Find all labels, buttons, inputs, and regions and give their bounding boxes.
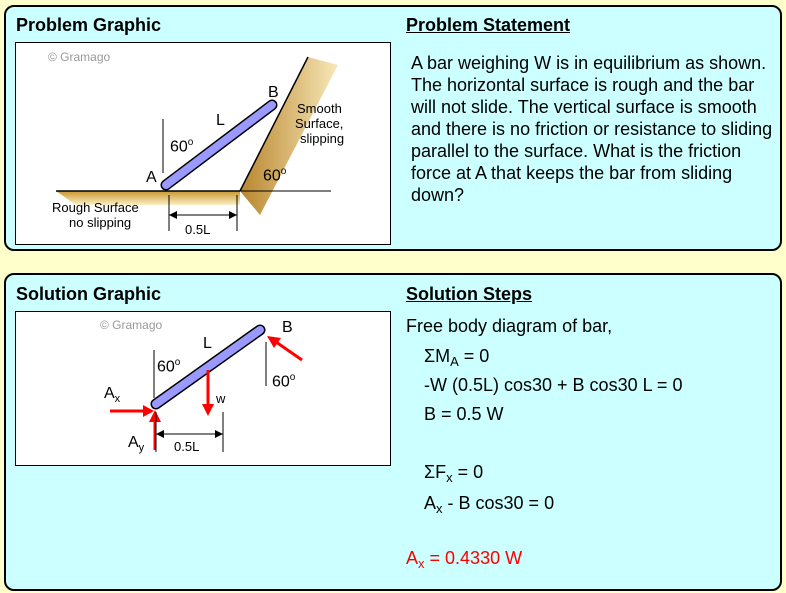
angle-right-label: 60$^o$: [272, 372, 296, 391]
step-answer: $A_x = 0.4330$ W: [406, 548, 523, 571]
angle-right-label: 60$^o$: [263, 166, 287, 185]
weight-head: [202, 404, 214, 416]
dim-arrow-left: [169, 211, 177, 219]
step-moment-equation: -W (0.5L) cos30 + B cos30 L = 0: [424, 375, 683, 395]
weight-label: w: [216, 391, 226, 406]
force-ay-label: $A_y$: [128, 434, 145, 454]
step-moment-sum: $\Sigma M_A = 0$: [424, 346, 490, 369]
angle-top-label: 60$^o$: [170, 137, 194, 156]
smooth-label-3: slipping: [300, 131, 345, 146]
solution-graphic: [15, 311, 391, 466]
length-l-label: L: [216, 112, 225, 129]
copyright-label: © Gramago: [48, 50, 111, 64]
force-b-arrow: [276, 342, 302, 360]
step-force-sum: $\Sigma F_x = 0$: [424, 462, 484, 485]
smooth-label-1: Smooth: [297, 101, 342, 116]
solution-graphic-title: Solution Graphic: [16, 284, 162, 304]
step-b-result: B = 0.5 W: [424, 404, 504, 424]
step-ax-equation: $A_x$ - B cos30 = 0: [424, 493, 555, 516]
length-l-label: L: [203, 335, 212, 352]
dimension-label: 0.5L: [174, 439, 200, 454]
solution-steps-title: Solution Steps: [406, 284, 532, 304]
dimension-label: 0.5L: [185, 222, 211, 237]
problem-statement-title: Problem Statement: [406, 15, 571, 35]
solution-panel: [4, 273, 782, 591]
copyright-label: © Gramago: [100, 318, 163, 332]
force-b-head: [267, 336, 281, 348]
step-intro: Free body diagram of bar,: [406, 316, 613, 336]
angle-top-label: 60$^o$: [157, 357, 181, 376]
point-b-label: B: [268, 84, 279, 101]
rough-label-2: no slipping: [69, 215, 132, 230]
problem-panel: [4, 5, 782, 251]
dim-arrow-left: [156, 430, 164, 438]
dim-arrow-right: [229, 211, 237, 219]
force-ax-label: $A_x$: [104, 385, 121, 405]
problem-statement-text: A bar weighing W is in equilibrium as shown. The horizontal surface is rough and the bar will not slide. The vertical surface is smooth and there is no friction or resistance to sliding parallel to the surface. What is the friction force at A that keeps the bar from sliding down?: [411, 53, 773, 205]
rough-label-1: Rough Surface: [52, 200, 139, 215]
dim-arrow-right: [215, 430, 223, 438]
problem-graphic: [15, 42, 391, 245]
point-a-label: A: [146, 169, 157, 186]
problem-graphic-title: Problem Graphic: [16, 15, 162, 35]
point-b-label: B: [282, 319, 293, 336]
smooth-label-2: Surface,: [295, 116, 344, 131]
